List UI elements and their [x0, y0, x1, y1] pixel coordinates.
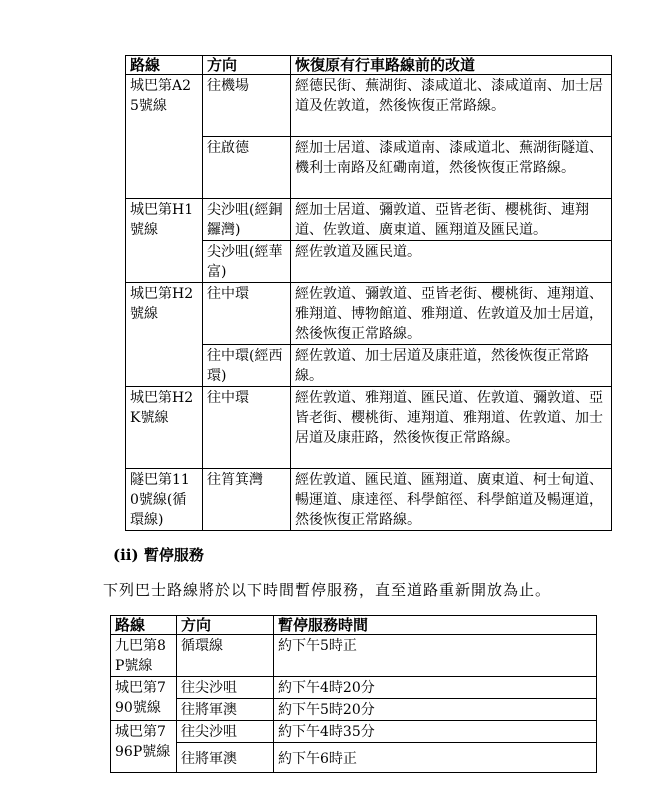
table-row	[111, 743, 597, 773]
route-cell: 隧巴第110號線(循環線)	[126, 469, 203, 531]
header-route: 路線	[111, 616, 177, 635]
detail-cell: 經佐敦道、加士居道及康莊道，然後恢復正常路線。	[291, 345, 612, 387]
detail-cell: 經加士居道、彌敦道、亞皆老街、櫻桃街、連翔道、佐敦道、廣東道、匯翔道及匯民道。	[291, 199, 612, 241]
direction-cell: 往尖沙咀	[177, 677, 274, 699]
detail-cell: 經佐敦道、匯民道、匯翔道、廣東道、柯士甸道、暢運道、康達徑、科學館徑、科學館道及暢運道，然後恢復正常路線。	[291, 469, 612, 531]
suspension-table	[110, 615, 597, 773]
direction-cell: 往筲箕灣	[203, 469, 291, 531]
time-cell: 約下午4時35分	[274, 721, 597, 743]
detail-cell: 經佐敦道、雅翔道、匯民道、佐敦道、彌敦道、亞皆老街、櫻桃街、連翔道、雅翔道、佐敦道、加士居道及康莊路，然後恢復正常路線。	[291, 387, 612, 469]
route-cell: 城巴第790號線	[111, 677, 177, 721]
direction-cell: 往機場	[203, 75, 291, 137]
detail-cell: 經加士居道、漆咸道南、漆咸道北、蕪湖街隧道、機利士南路及紅磡南道，然後恢復正常路線。	[291, 137, 612, 199]
detail-cell: 經德民街、蕪湖街、漆咸道北、漆咸道南、加士居道及佐敦道，然後恢復正常路線。	[291, 75, 612, 137]
route-cell: 城巴第H1號線	[126, 199, 203, 283]
table-row	[111, 699, 597, 721]
table-row	[126, 75, 612, 137]
header-diversion: 恢復原有行車路線前的改道	[291, 56, 612, 75]
route-cell: 九巴第8P號線	[111, 635, 177, 677]
route-cell: 城巴第A25號線	[126, 75, 203, 199]
section-heading: (ii) 暫停服務	[113, 546, 204, 564]
direction-cell: 尖沙咀(經華富)	[203, 241, 291, 283]
section-intro: 下列巴士路線將於以下時間暫停服務，直至道路重新開放為止。	[103, 581, 552, 599]
route-cell: 城巴第H2K號線	[126, 387, 203, 469]
route-cell: 城巴第H2號線	[126, 283, 203, 387]
direction-cell: 循環線	[177, 635, 274, 677]
table-row	[126, 283, 612, 345]
table-row	[111, 635, 597, 677]
route-cell: 城巴第796P號線	[111, 721, 177, 773]
time-cell: 約下午4時20分	[274, 677, 597, 699]
diversion-table	[125, 55, 612, 531]
time-cell: 約下午6時正	[274, 743, 597, 773]
direction-cell: 往中環	[203, 387, 291, 469]
direction-cell: 往將軍澳	[177, 699, 274, 721]
direction-cell: 往中環(經西環)	[203, 345, 291, 387]
header-suspension-time: 暫停服務時間	[274, 616, 597, 635]
detail-cell: 經佐敦道、彌敦道、亞皆老街、櫻桃街、連翔道、雅翔道、博物館道、雅翔道、佐敦道及加士居道，然後恢復正常路線。	[291, 283, 612, 345]
header-direction: 方向	[203, 56, 291, 75]
table-row	[111, 677, 597, 699]
direction-cell: 往將軍澳	[177, 743, 274, 773]
table-row	[126, 469, 612, 531]
table-row	[126, 387, 612, 469]
table-header-row	[111, 616, 597, 635]
table-row	[111, 721, 597, 743]
header-direction: 方向	[177, 616, 274, 635]
direction-cell: 往尖沙咀	[177, 721, 274, 743]
table-row	[126, 199, 612, 241]
detail-cell: 經佐敦道及匯民道。	[291, 241, 612, 283]
time-cell: 約下午5時20分	[274, 699, 597, 721]
header-route: 路線	[126, 56, 203, 75]
direction-cell: 往啟德	[203, 137, 291, 199]
direction-cell: 尖沙咀(經銅鑼灣)	[203, 199, 291, 241]
table-header-row	[126, 56, 612, 75]
time-cell: 約下午5時正	[274, 635, 597, 677]
direction-cell: 往中環	[203, 283, 291, 345]
